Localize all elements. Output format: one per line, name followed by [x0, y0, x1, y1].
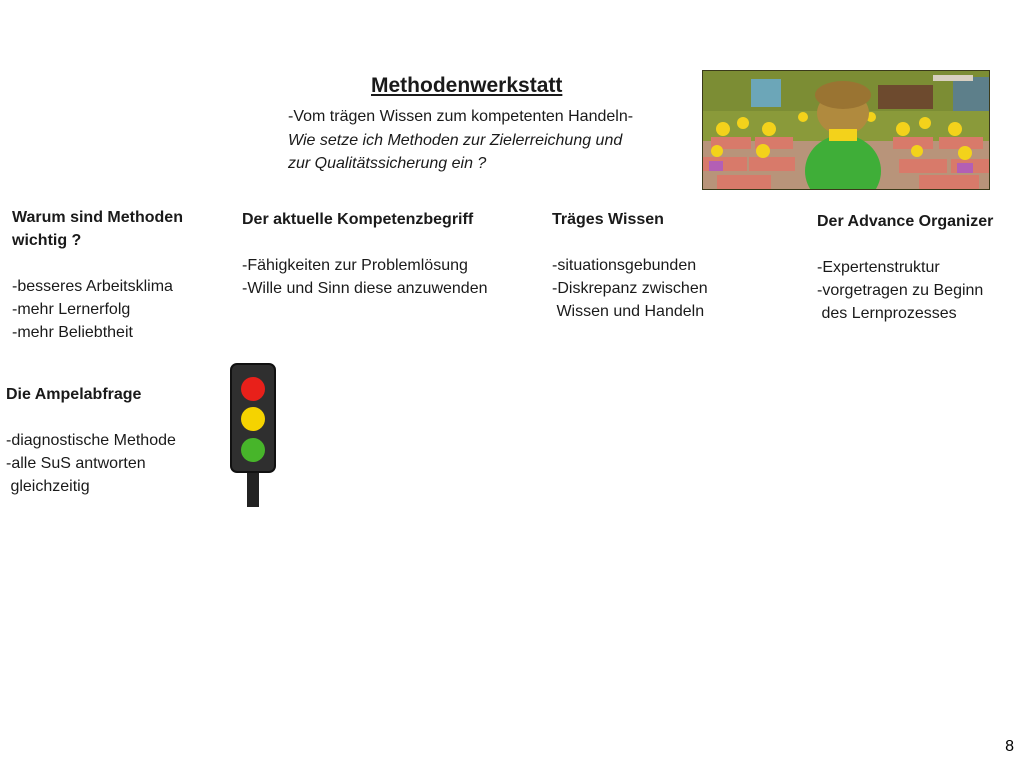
yellow-light: [241, 407, 265, 431]
section-kompetenzbegriff: [242, 208, 532, 300]
list-item: -Expertenstruktur: [817, 259, 940, 276]
green-light: [241, 438, 265, 462]
section-heading: Warum sind Methoden: [12, 209, 183, 226]
red-light: [241, 377, 265, 401]
classroom-image: [703, 71, 989, 189]
list-item: -diagnostische Methode: [6, 432, 176, 449]
list-item: gleichzeitig: [6, 478, 90, 495]
list-item: -Wille und Sinn diese anzuwenden: [242, 280, 488, 297]
classroom-illustration: [702, 70, 990, 190]
section-heading: wichtig ?: [12, 232, 82, 249]
section-heading: Der aktuelle Kompetenzbegriff: [242, 211, 474, 228]
section-heading: Der Advance Organizer: [817, 213, 994, 230]
list-item: -Diskrepanz zwischen: [552, 280, 708, 297]
slide-subtitle: -Vom trägen Wissen zum kompetenten Handeln-: [288, 108, 634, 125]
section-heading: Die Ampelabfrage: [6, 386, 142, 403]
traffic-light-icon: [227, 362, 279, 507]
list-item: -Fähigkeiten zur Problemlösung: [242, 257, 468, 274]
list-item: -situationsgebunden: [552, 257, 697, 274]
question-line: Wie setze ich Methoden zur Zielerreichung und: [288, 132, 623, 149]
section-heading: Träges Wissen: [552, 211, 664, 228]
section-ampelabfrage: [6, 383, 216, 498]
slide-question: [288, 129, 688, 175]
section-advance-organizer: [817, 210, 1017, 325]
section-traeges-wissen: [552, 208, 792, 323]
section-methoden: [12, 206, 222, 344]
slide-title: Methodenwerkstatt: [371, 74, 563, 97]
question-line: zur Qualitätssicherung ein ?: [288, 155, 487, 172]
list-item: -vorgetragen zu Beginn: [817, 282, 984, 299]
list-item: -alle SuS antworten: [6, 455, 146, 472]
list-item: -mehr Beliebtheit: [12, 324, 133, 341]
list-item: -besseres Arbeitsklima: [12, 278, 173, 295]
list-item: Wissen und Handeln: [552, 303, 705, 320]
list-item: des Lernprozesses: [817, 305, 957, 322]
list-item: -mehr Lernerfolg: [12, 301, 131, 318]
page-number: 8: [1005, 738, 1014, 755]
